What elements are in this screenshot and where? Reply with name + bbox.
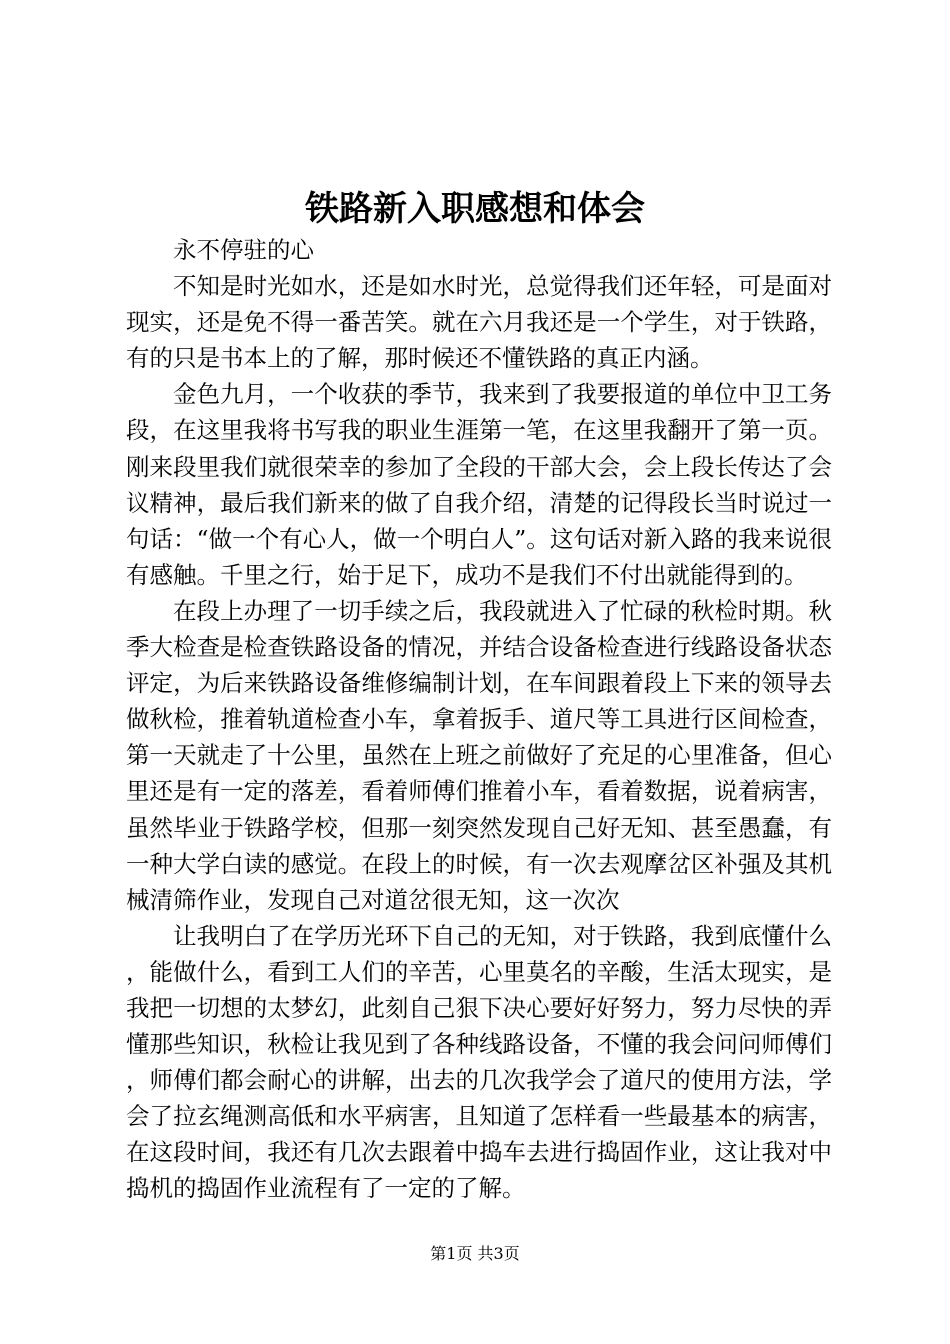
paragraph: 不知是时光如水，还是如水时光，总觉得我们还年轻，可是面对现实，还是免不得一番苦笑。就在六月我还是一个学生，对于铁路，有的只是书本上的了解，那时候还不懂铁路的真正内涵。 — [126, 272, 832, 373]
paragraph: 在段上办理了一切手续之后，我段就进入了忙碌的秋检时期。秋季大检查是检查铁路设备的情况，并结合设备检查进行线路设备状态评定，为后来铁路设备维修编制计划，在车间跟着段上下来的领导去做秋检，推着轨道检查小车，拿着扳手、道尺等工具进行区间检查，第一天就走了十公里，虽然在上班之前做好了充足的心里准备，但心里还是有一定的落差，看着师傅们推着小车，看着数据，说着病害，虽然毕业于铁路学校，但那一刻突然发现自己好无知、甚至愚蠢，有一种大学白读的感觉。在段上的时候，有一次去观摩岔区补强及其机械清筛作业，发现自己对道岔很无知，这一次次 — [126, 596, 832, 914]
page-number-footer: 第1页 共3页 — [430, 1244, 520, 1263]
paragraph-subtitle: 永不停驻的心 — [173, 236, 314, 264]
document-title: 铁路新入职感想和体会 — [305, 189, 645, 229]
paragraph: 金色九月，一个收获的季节，我来到了我要报道的单位中卫工务段，在这里我将书写我的职业生涯第一笔，在这里我翻开了第一页。刚来段里我们就很荣幸的参加了全段的干部大会，会上段长传达了会议精神，最后我们新来的做了自我介绍，清楚的记得段长当时说过一句话：“做一个有心人，做一个明白人”。这句话对新入路的我来说很有感触。千里之行，始于足下，成功不是我们不付出就能得到的。 — [126, 380, 832, 589]
paragraph: 让我明白了在学历光环下自己的无知，对于铁路，我到底懂什么，能做什么，看到工人们的辛苦，心里莫名的辛酸，生活太现实，是我把一切想的太梦幻，此刻自己狠下决心要好好努力，努力尽快的弄懂那些知识，秋检让我见到了各种线路设备，不懂的我会问问师傅们，师傅们都会耐心的讲解，出去的几次我学会了道尺的使用方法，学会了拉玄绳测高低和水平病害，且知道了怎样看一些最基本的病害，在这段时间，我还有几次去跟着中捣车去进行捣固作业，这让我对中捣机的捣固作业流程有了一定的了解。 — [126, 921, 832, 1203]
document-body — [126, 232, 832, 1207]
